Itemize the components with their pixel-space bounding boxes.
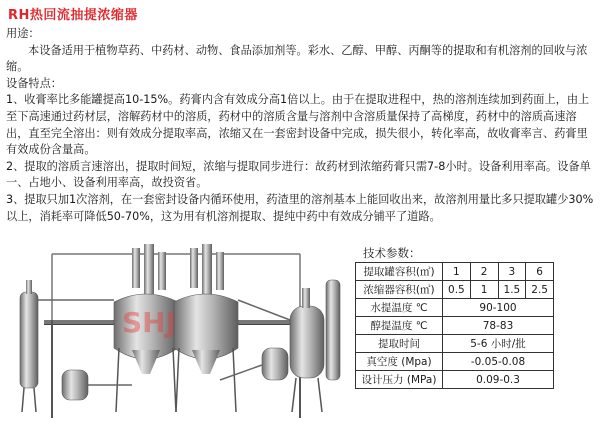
param-value: 78-83 [443,317,554,335]
param-label: 真空度 (Mpa) [356,353,443,371]
param-value: 2.5 [526,281,554,299]
param-label: 水提温度 ℃ [356,299,443,317]
equipment-illustration [4,240,346,424]
param-label: 醇提温度 ℃ [356,317,443,335]
usage-text: 本设备适用于植物草药、中药材、动物、食品添加剂等。彩水、乙醇、甲醇、丙酮等的提取和有机溶剂的回收与浓缩。 [6,43,588,74]
param-value: 3 [498,263,526,281]
param-value: 1.5 [498,281,526,299]
equipment-photo [4,240,346,424]
description-block [6,26,594,225]
features-heading: 设备特点： [6,76,62,90]
param-value: 6 [526,263,554,281]
param-value: 1 [470,281,498,299]
param-value: -0.05-0.08 [443,353,554,371]
params-table [355,262,554,389]
table-row [356,299,554,317]
params-heading: 技术参数： [363,246,421,260]
table-row [356,353,554,371]
table-row [356,263,554,281]
table-row [356,335,554,353]
feature-2: 2、提取的溶质言速溶出，提取时间短，浓缩与提取同步进行：故药材到浓缩药膏只需7-8小时。设备利用率高。设备单一、占地小、设备利用率高，故投资省。 [6,159,591,190]
feature-3: 3、提取只加1次溶剂，在一套密封设备内循环使用，药渣里的溶剂基本上能回收出来，故溶剂用量比多只提取罐少30%以上，消耗率可降低50-70%，这为用有机溶剂提取、提纯中药中有效成分铺平了道路。 [6,192,594,223]
param-label: 浓缩器容积(㎡) [356,281,443,299]
param-value: 2 [470,263,498,281]
table-row [356,317,554,335]
param-label: 提取时间 [356,335,443,353]
usage-heading: 用途： [6,27,40,40]
param-value: 0.09-0.3 [443,371,554,389]
param-label: 提取罐容积(㎡) [356,263,443,281]
param-value: 0.5 [443,281,471,299]
watermark-logo: SHJ [122,306,177,339]
param-label: 设计压力 (MPa) [356,371,443,389]
page-title: RH热回流抽提浓缩器 [8,8,138,23]
param-value: 1 [443,263,471,281]
param-value: 90-100 [443,299,554,317]
table-row [356,371,554,389]
table-row [356,281,554,299]
param-value: 5-6 小时/批 [443,335,554,353]
feature-1: 1、收膏率比多能罐提高10-15%。药膏内含有效成分高1倍以上。由于在提取进程中，热的溶剂连续加到药面上，由上至下高速通过药材层，溶解药材中的溶质，药材中的溶质含量与溶剂中含溶质量保持了高梯度，药材中的溶质高速溶出，直至完全溶出：则有效成分提取率高，浓缩又在一套密封设备中完成，损失很小，转化率高，故收膏率言、药膏里有效成份含量高。 [6,93,590,157]
